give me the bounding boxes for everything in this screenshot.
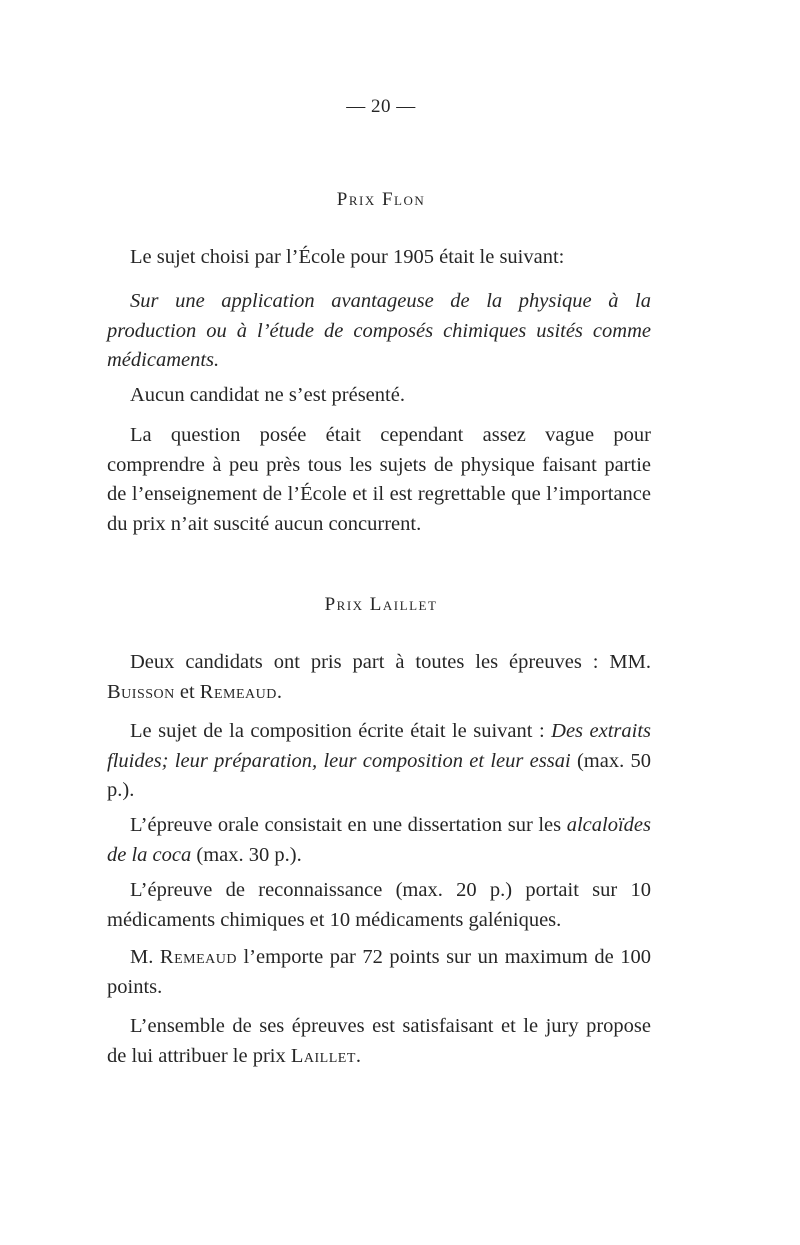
paragraph-candidates [107, 648, 651, 707]
paragraph: La question posée était cependant assez vague pour comprendre à peu près tous les sujets de physique faisant partie de l’enseignement de l’École et il est regrettable que l’importance du prix n’ait suscité aucun concurrent. [107, 424, 651, 535]
paragraph-jury-proposal [107, 1012, 651, 1071]
section-title-prix-flon: Prix Flon [336, 189, 426, 210]
text-run: L’épreuve orale consistait en une dissertation sur les [130, 814, 567, 836]
paragraph-result [107, 943, 651, 1002]
candidate-name: Buisson [107, 680, 175, 703]
text-run: M. [130, 946, 160, 968]
text-run: Deux candidats ont pris part à toutes les épreuves : MM. [130, 651, 651, 673]
paragraph-oral-exam [107, 811, 651, 870]
paragraph: Aucun candidat ne s’est présenté. [130, 384, 405, 406]
paragraph-recognition-exam: L’épreuve de reconnaissance (max. 20 p.) portait sur 10 médicaments chimiques et 10 médicaments galéniques. [107, 879, 651, 931]
subject-text: Sur une application avantageuse de la physique à la production ou à l’étude de composés chimiques usités comme médicaments. [107, 290, 651, 371]
winner-name: Remeaud [159, 946, 237, 968]
prize-name: Laillet [290, 1044, 356, 1067]
section-title-prix-laillet: Prix Laillet [324, 594, 438, 615]
text-run: L’ensemble de ses épreuves est satisfaisant et le jury propose de lui attribuer le prix [107, 1015, 651, 1067]
oral-subject: alcaloïdes de la coca [107, 814, 651, 866]
paragraph: Le sujet choisi par l’École pour 1905 était le suivant: [130, 246, 565, 268]
text-run: . [276, 680, 282, 703]
text-run: (max. 50 p.). [107, 749, 651, 801]
candidate-name: Remeaud [199, 680, 277, 703]
paragraph-written-composition [107, 717, 651, 806]
text-run: Le sujet de la composition écrite était le suivant : [130, 720, 552, 742]
paragraph-subject [107, 287, 651, 376]
text-run: . [355, 1044, 362, 1067]
page-number: — 20 — [346, 96, 416, 117]
text-run: l’emporte par 72 points sur un maximum de 100 points. [107, 946, 651, 998]
text-run: (max. 30 p.). [191, 843, 302, 866]
composition-subject: Des extraits fluides; leur préparation, leur composition et leur essai [107, 720, 651, 772]
text-run: et [174, 680, 200, 703]
